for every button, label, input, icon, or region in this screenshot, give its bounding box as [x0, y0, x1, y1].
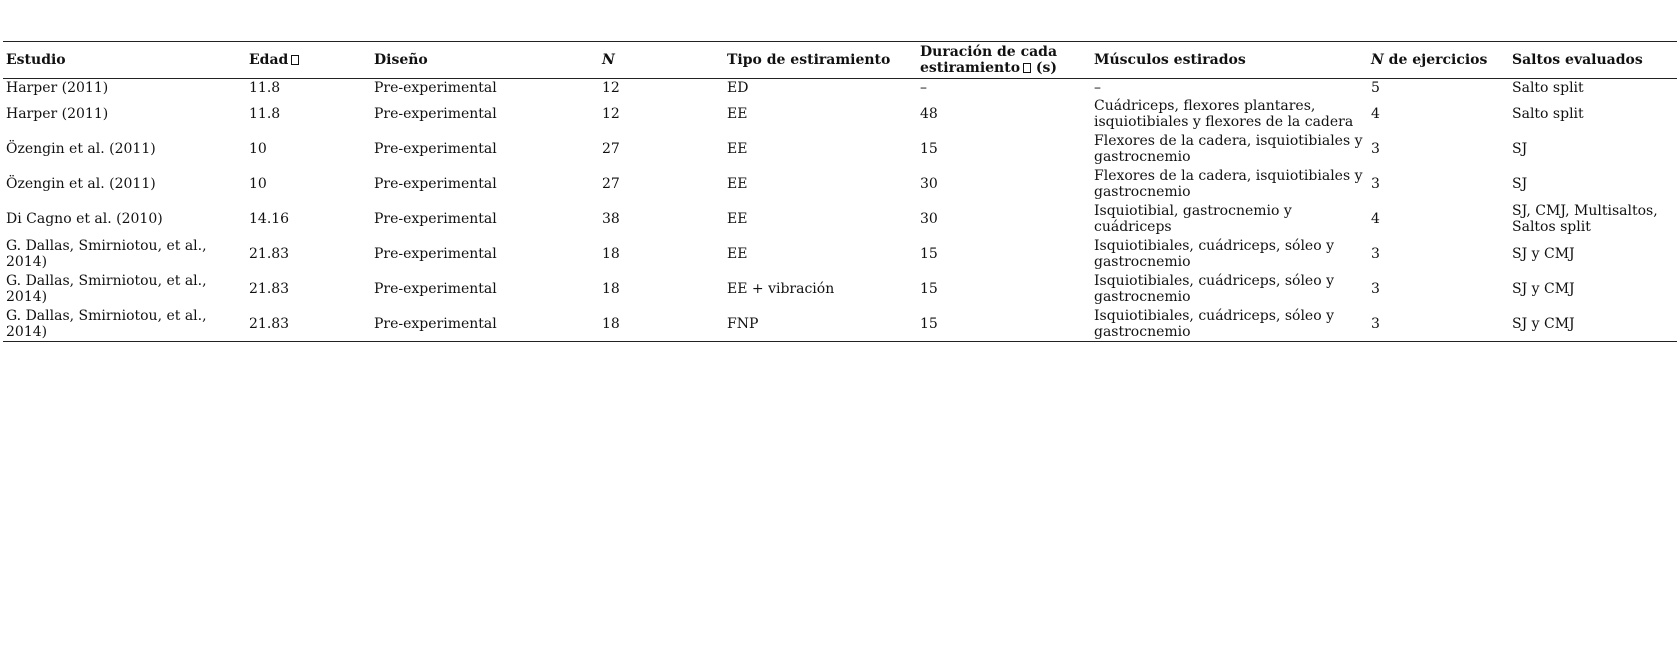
cell-diseno: Pre-experimental: [374, 315, 497, 332]
cell-estudio: Harper (2011): [6, 105, 109, 122]
cell-diseno: Pre-experimental: [374, 105, 497, 122]
cell-musculos: Isquiotibial, gastrocnemio y cuádriceps: [1094, 202, 1292, 235]
missing-glyph-icon: [291, 55, 299, 65]
cell-saltos: SJ y CMJ: [1512, 245, 1575, 262]
cell-n: 27: [602, 175, 620, 192]
cell-edad: 14.16: [249, 210, 290, 227]
header-duracion-label: Duración de cada estiramiento: [920, 44, 1058, 76]
cell-duracion: 30: [920, 175, 938, 192]
cell-duracion: 15: [920, 245, 938, 262]
cell-duracion: 15: [920, 280, 938, 297]
cell-edad: 21.83: [249, 315, 290, 332]
table-row: [3, 166, 1677, 201]
cell-duracion: 30: [920, 210, 938, 227]
cell-estudio: G. Dallas, Smirniotou, et al., 2014): [6, 237, 207, 270]
header-ejercicios-label: de ejercicios: [1383, 52, 1488, 68]
cell-diseno: Pre-experimental: [374, 175, 497, 192]
table-row: [3, 131, 1677, 166]
cell-duracion: –: [920, 79, 927, 96]
cell-musculos: –: [1094, 79, 1101, 96]
header-n: [599, 42, 724, 79]
header-ejercicios-n: N: [1371, 52, 1384, 68]
cell-tipo: EE: [727, 105, 748, 122]
header-edad: [246, 42, 371, 79]
cell-musculos: Flexores de la cadera, isquiotibiales y gastrocnemio: [1094, 132, 1363, 165]
header-tipo-label: Tipo de estiramiento: [727, 52, 891, 68]
table-body: [3, 79, 1677, 342]
cell-n: 38: [602, 210, 620, 227]
header-row: [3, 42, 1677, 79]
header-n-label: N: [602, 52, 615, 68]
table-row: [3, 271, 1677, 306]
cell-n: 18: [602, 280, 620, 297]
cell-musculos: Isquiotibiales, cuádriceps, sóleo y gastrocnemio: [1094, 237, 1335, 270]
cell-edad: 21.83: [249, 280, 290, 297]
header-duracion: [917, 42, 1091, 79]
table-header: [3, 42, 1677, 79]
cell-tipo: ED: [727, 79, 749, 96]
cell-saltos: SJ: [1512, 140, 1528, 157]
header-ejercicios: [1368, 42, 1509, 79]
cell-musculos: Isquiotibiales, cuádriceps, sóleo y gastrocnemio: [1094, 272, 1335, 305]
cell-tipo: EE: [727, 245, 748, 262]
cell-ejercicios: 4: [1371, 210, 1380, 227]
cell-n: 18: [602, 245, 620, 262]
table-row: [3, 96, 1677, 131]
cell-edad: 11.8: [249, 79, 281, 96]
cell-tipo: FNP: [727, 315, 759, 332]
cell-estudio: Harper (2011): [6, 79, 109, 96]
cell-duracion: 48: [920, 105, 938, 122]
cell-tipo: EE: [727, 175, 748, 192]
cell-diseno: Pre-experimental: [374, 245, 497, 262]
cell-saltos: SJ: [1512, 175, 1528, 192]
header-estudio: [3, 42, 246, 79]
cell-estudio: Özengin et al. (2011): [6, 175, 156, 192]
header-saltos: [1509, 42, 1677, 79]
table-row: [3, 306, 1677, 342]
header-diseno-label: Diseño: [374, 52, 428, 68]
cell-musculos: Flexores de la cadera, isquiotibiales y gastrocnemio: [1094, 167, 1363, 200]
cell-musculos: Isquiotibiales, cuádriceps, sóleo y gastrocnemio: [1094, 307, 1335, 340]
header-duracion-unit: (s): [1035, 60, 1058, 76]
cell-saltos: SJ y CMJ: [1512, 280, 1575, 297]
header-saltos-label: Saltos evaluados: [1512, 52, 1643, 68]
cell-ejercicios: 3: [1371, 280, 1380, 297]
table-row: [3, 201, 1677, 236]
cell-duracion: 15: [920, 140, 938, 157]
table-row: [3, 236, 1677, 271]
cell-n: 18: [602, 315, 620, 332]
cell-estudio: G. Dallas, Smirniotou, et al., 2014): [6, 272, 207, 305]
cell-ejercicios: 3: [1371, 245, 1380, 262]
cell-saltos: Salto split: [1512, 79, 1584, 96]
cell-saltos: SJ y CMJ: [1512, 315, 1575, 332]
missing-glyph-icon: [1023, 63, 1031, 73]
cell-estudio: Özengin et al. (2011): [6, 140, 156, 157]
cell-duracion: 15: [920, 315, 938, 332]
cell-ejercicios: 3: [1371, 140, 1380, 157]
header-estudio-label: Estudio: [6, 52, 66, 68]
header-musculos-label: Músculos estirados: [1094, 52, 1246, 68]
cell-diseno: Pre-experimental: [374, 79, 497, 96]
cell-ejercicios: 5: [1371, 79, 1380, 96]
cell-saltos: Salto split: [1512, 105, 1584, 122]
stretching-studies-table-container: [3, 41, 1677, 342]
stretching-studies-table: [3, 41, 1677, 342]
header-diseno: [371, 42, 599, 79]
header-tipo: [724, 42, 917, 79]
cell-edad: 10: [249, 140, 267, 157]
cell-ejercicios: 3: [1371, 315, 1380, 332]
cell-diseno: Pre-experimental: [374, 280, 497, 297]
cell-n: 12: [602, 105, 620, 122]
cell-n: 27: [602, 140, 620, 157]
cell-ejercicios: 3: [1371, 175, 1380, 192]
cell-diseno: Pre-experimental: [374, 140, 497, 157]
header-musculos: [1091, 42, 1368, 79]
cell-estudio: Di Cagno et al. (2010): [6, 210, 163, 227]
cell-tipo: EE + vibración: [727, 280, 835, 297]
cell-diseno: Pre-experimental: [374, 210, 497, 227]
cell-edad: 21.83: [249, 245, 290, 262]
header-edad-label: Edad: [249, 52, 289, 68]
cell-estudio: G. Dallas, Smirniotou, et al., 2014): [6, 307, 207, 340]
table-row: [3, 79, 1677, 97]
cell-saltos: SJ, CMJ, Multisaltos, Saltos split: [1512, 202, 1658, 235]
cell-tipo: EE: [727, 140, 748, 157]
cell-edad: 10: [249, 175, 267, 192]
cell-tipo: EE: [727, 210, 748, 227]
cell-n: 12: [602, 79, 620, 96]
cell-musculos: Cuádriceps, flexores plantares, isquiotibiales y flexores de la cadera: [1094, 97, 1354, 130]
cell-edad: 11.8: [249, 105, 281, 122]
cell-ejercicios: 4: [1371, 105, 1380, 122]
